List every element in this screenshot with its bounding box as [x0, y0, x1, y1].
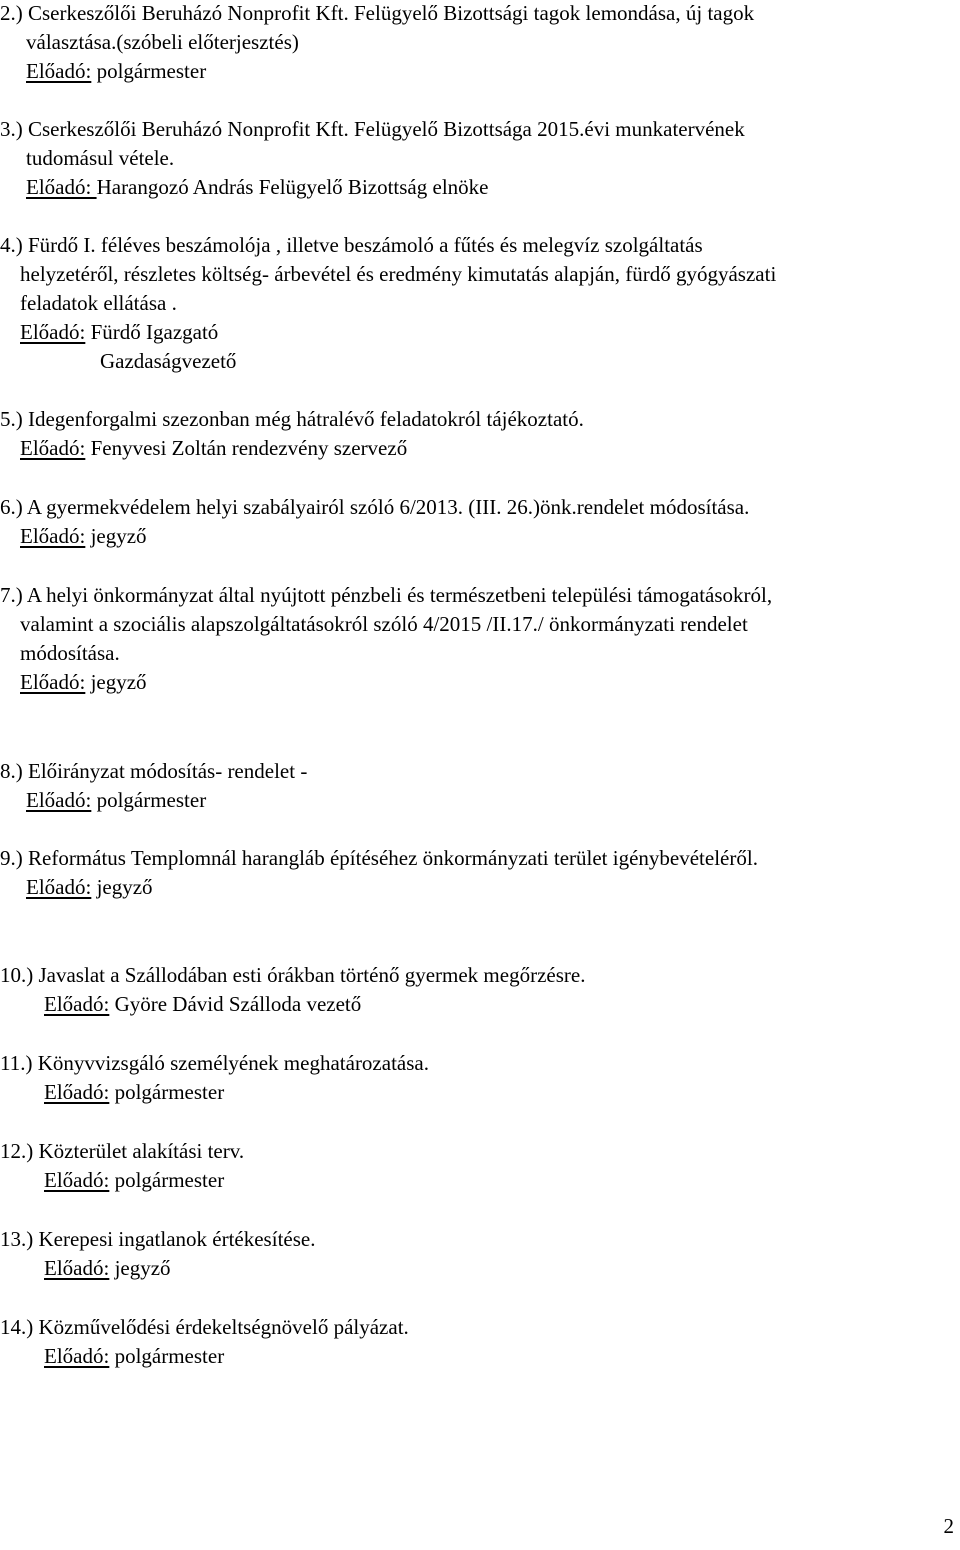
presenter-label: Előadó:	[44, 1256, 110, 1280]
agenda-item-8-presenter	[26, 787, 206, 813]
agenda-item-4-presenter	[20, 319, 218, 345]
presenter-label: Előadó:	[20, 436, 86, 460]
agenda-item-14-presenter	[44, 1343, 224, 1369]
agenda-item-2-presenter	[26, 58, 206, 84]
agenda-item-3-line-2: tudomásul vétele.	[26, 146, 175, 170]
presenter-value: jegyző	[85, 670, 147, 694]
agenda-item-8-line-1: 8.) Előirányzat módosítás- rendelet -	[0, 759, 308, 783]
agenda-item-11-line-1: 11.) Könyvvizsgáló személyének meghatározatása.	[0, 1051, 429, 1075]
agenda-item-10-presenter	[44, 991, 361, 1017]
presenter-label: Előadó:	[26, 875, 92, 899]
agenda-item-4-line-1: 4.) Fürdő I. féléves beszámolója , illetve beszámoló a fűtés és melegvíz szolgáltatás	[0, 233, 703, 257]
presenter-value: polgármester	[91, 59, 207, 83]
agenda-item-10-line-1: 10.) Javaslat a Szállodában esti órákban történő gyermek megőrzésre.	[0, 963, 586, 987]
agenda-item-14-line-1: 14.) Közművelődési érdekeltségnövelő pályázat.	[0, 1315, 409, 1339]
agenda-item-4-line-3: feladatok ellátása .	[20, 291, 177, 315]
agenda-item-3-line-1: 3.) Cserkeszőlői Beruházó Nonprofit Kft. Felügyelő Bizottsága 2015.évi munkatervének	[0, 117, 745, 141]
presenter-label: Előadó:	[20, 320, 86, 344]
agenda-item-7-presenter	[20, 669, 147, 695]
agenda-item-5-presenter	[20, 435, 407, 461]
agenda-item-2-line-2: választása.(szóbeli előterjesztés)	[26, 30, 299, 54]
agenda-item-7-line-3: módosítása.	[20, 641, 120, 665]
presenter-label: Előadó:	[26, 788, 92, 812]
agenda-item-7-line-1: 7.) A helyi önkormányzat által nyújtott pénzbeli és természetbeni települési támogatásokról,	[0, 583, 773, 607]
presenter-label: Előadó:	[44, 992, 110, 1016]
agenda-item-2-line-1: 2.) Cserkeszőlői Beruházó Nonprofit Kft. Felügyelő Bizottsági tagok lemondása, új tagok	[0, 1, 755, 25]
presenter-value: jegyző	[109, 1256, 171, 1280]
agenda-item-9-line-1: 9.) Református Templomnál harangláb építéséhez önkormányzati terület igénybevételéről.	[0, 846, 758, 870]
presenter-value: polgármester	[109, 1080, 225, 1104]
agenda-item-12-line-1: 12.) Közterület alakítási terv.	[0, 1139, 245, 1163]
agenda-item-11-presenter	[44, 1079, 224, 1105]
presenter-value: jegyző	[85, 524, 147, 548]
agenda-item-13-presenter	[44, 1255, 171, 1281]
agenda-item-7-line-2: valamint a szociális alapszolgáltatásokról szóló 4/2015 /II.17./ önkormányzati rendelet	[20, 612, 748, 636]
agenda-item-4-line-2: helyzetéről, részletes költség- árbevétel és eredmény kimutatás alapján, fürdő gyógyászati	[20, 262, 777, 286]
agenda-item-6-line-1: 6.) A gyermekvédelem helyi szabályairól szóló 6/2013. (III. 26.)önk.rendelet módosítása.	[0, 495, 750, 519]
presenter-label: Előadó:	[20, 670, 86, 694]
presenter-label: Előadó:	[20, 524, 86, 548]
agenda-item-9-presenter	[26, 874, 153, 900]
agenda-item-6-presenter	[20, 523, 147, 549]
presenter-value: Fürdő Igazgató	[85, 320, 219, 344]
presenter-value: polgármester	[109, 1344, 225, 1368]
presenter-value: Györe Dávid Szálloda vezető	[109, 992, 362, 1016]
presenter-value: jegyző	[91, 875, 153, 899]
page-number: 2	[943, 1514, 954, 1538]
presenter-value: polgármester	[109, 1168, 225, 1192]
presenter-value: Harangozó András Felügyelő Bizottság elnöke	[96, 175, 489, 199]
agenda-item-4-presenter-2: Gazdaságvezető	[100, 349, 237, 373]
presenter-label: Előadó:	[44, 1080, 110, 1104]
agenda-item-12-presenter	[44, 1167, 224, 1193]
presenter-label: Előadó:	[26, 59, 92, 83]
presenter-label: Előadó:	[26, 175, 97, 199]
presenter-value: Fenyvesi Zoltán rendezvény szervező	[85, 436, 408, 460]
agenda-item-3-presenter	[26, 174, 488, 200]
presenter-label: Előadó:	[44, 1168, 110, 1192]
presenter-label: Előadó:	[44, 1344, 110, 1368]
agenda-item-13-line-1: 13.) Kerepesi ingatlanok értékesítése.	[0, 1227, 316, 1251]
agenda-item-5-line-1: 5.) Idegenforgalmi szezonban még hátralévő feladatokról tájékoztató.	[0, 407, 584, 431]
presenter-value: polgármester	[91, 788, 207, 812]
